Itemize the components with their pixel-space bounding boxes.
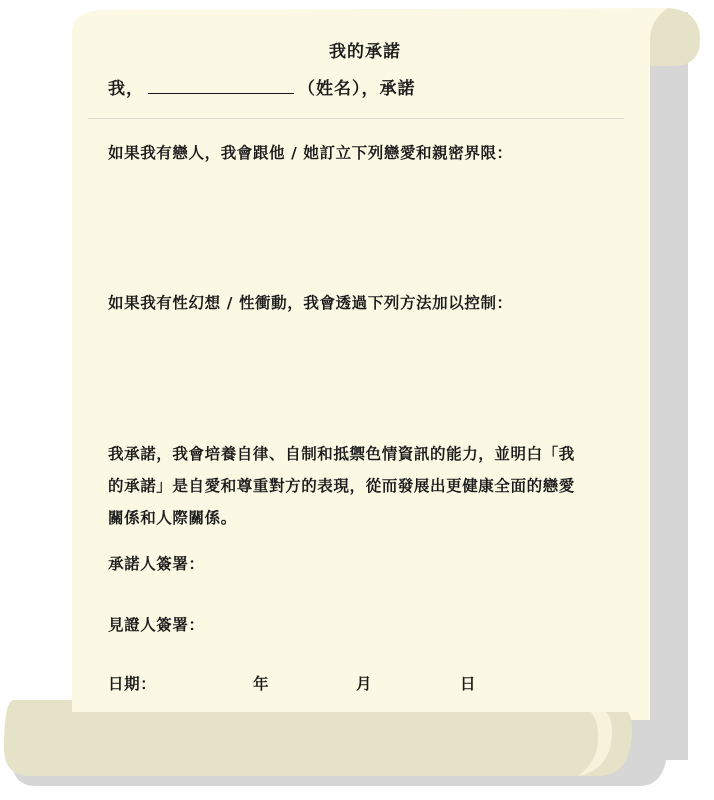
relationship-boundaries-prompt: 如果我有戀人，我會跟他 / 她訂立下列戀愛和親密界限： <box>108 144 513 162</box>
pledge-name-line <box>108 73 416 99</box>
day-label: 日 <box>460 675 477 693</box>
name-blank-field[interactable] <box>148 73 294 94</box>
page-title: 我的承諾 <box>329 42 401 62</box>
divider <box>88 118 624 119</box>
witness-signature-label: 見證人簽署： <box>108 616 205 634</box>
year-label: 年 <box>253 675 270 693</box>
pledge-suffix: （姓名），承諾 <box>298 79 416 99</box>
pledger-signature-label: 承諾人簽署： <box>108 555 205 573</box>
commitment-line-2: 的承諾」是自愛和尊重對方的表現，從而發展出更健康全面的戀愛 <box>108 477 575 495</box>
fantasy-control-prompt: 如果我有性幻想 / 性衝動，我會透過下列方法加以控制： <box>108 294 513 312</box>
commitment-line-1: 我承諾，我會培養自律、自制和抵禦色情資訊的能力，並明白「我 <box>108 445 575 463</box>
month-label: 月 <box>356 675 373 693</box>
pledge-prefix: 我， <box>108 79 144 99</box>
commitment-line-3: 關係和人際關係。 <box>108 509 237 527</box>
date-label: 日期： <box>108 675 157 693</box>
